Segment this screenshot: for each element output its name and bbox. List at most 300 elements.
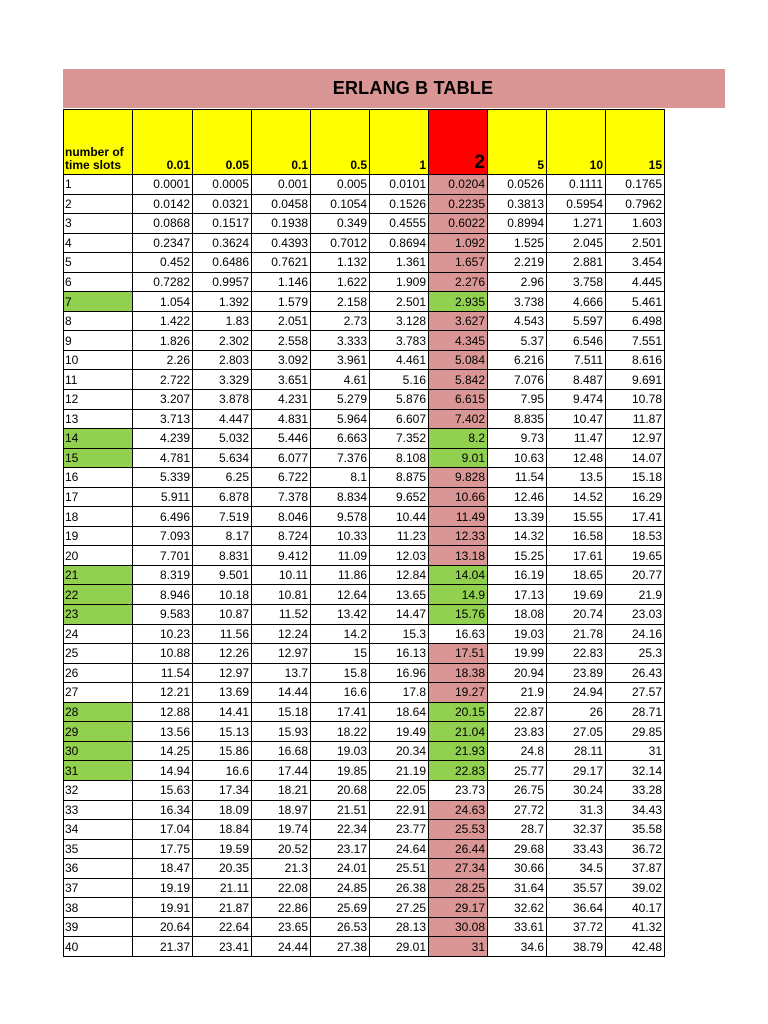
row-slot-number: 21 [64,565,133,585]
table-cell: 36.72 [606,839,665,859]
table-row [64,565,665,585]
table-cell: 7.519 [193,507,252,527]
table-cell: 7.093 [133,526,193,546]
table-cell: 13.18 [429,546,488,566]
table-cell: 40.17 [606,898,665,918]
table-cell: 10.23 [133,624,193,644]
table-cell: 20.15 [429,702,488,722]
table-row [64,194,665,214]
table-cell: 19.91 [133,898,193,918]
table-cell: 18.47 [133,859,193,879]
table-cell: 14.04 [429,565,488,585]
table-cell: 25.53 [429,820,488,840]
table-cell: 27.72 [488,800,547,820]
table-row [64,859,665,879]
table-cell: 25.69 [311,898,370,918]
table-cell: 17.51 [429,644,488,664]
table-cell: 2.219 [488,253,547,273]
table-cell: 8.835 [488,409,547,429]
row-slot-number: 31 [64,761,133,781]
table-cell: 13.39 [488,507,547,527]
table-cell: 12.84 [370,565,429,585]
table-cell: 13.5 [547,468,606,488]
row-slot-number: 25 [64,644,133,664]
table-row [64,878,665,898]
row-slot-number: 13 [64,409,133,429]
table-cell: 33.43 [547,839,606,859]
table-cell: 18.22 [311,722,370,742]
table-cell: 19.85 [311,761,370,781]
table-cell: 4.447 [193,409,252,429]
table-cell: 4.61 [311,370,370,390]
table-cell: 39.02 [606,878,665,898]
table-cell: 2.803 [193,350,252,370]
table-cell: 10.81 [252,585,311,605]
table-cell: 11.52 [252,605,311,625]
table-cell: 18.21 [252,780,311,800]
row-slot-number: 7 [64,292,133,312]
table-cell: 20.74 [547,605,606,625]
table-row [64,233,665,253]
table-cell: 3.329 [193,370,252,390]
table-cell: 16.19 [488,565,547,585]
table-cell: 15.25 [488,546,547,566]
table-cell: 0.0526 [488,175,547,195]
table-cell: 4.239 [133,429,193,449]
table-cell: 20.52 [252,839,311,859]
table-cell: 29.01 [370,937,429,957]
table-row [64,311,665,331]
table-cell: 15.3 [370,624,429,644]
table-cell: 32.37 [547,820,606,840]
table-cell: 4.231 [252,390,311,410]
table-row [64,644,665,664]
table-row [64,350,665,370]
table-cell: 15.13 [193,722,252,742]
table-cell: 26.44 [429,839,488,859]
table-cell: 13.65 [370,585,429,605]
table-cell: 16.6 [311,683,370,703]
table-row [64,409,665,429]
table-cell: 4.345 [429,331,488,351]
table-cell: 1.271 [547,214,606,234]
row-slot-number: 32 [64,780,133,800]
table-cell: 7.076 [488,370,547,390]
table-cell: 10.18 [193,585,252,605]
table-cell: 8.724 [252,526,311,546]
table-cell: 5.876 [370,390,429,410]
table-cell: 17.13 [488,585,547,605]
header-row [64,110,665,175]
table-cell: 14.94 [133,761,193,781]
erlang-b-table [63,109,665,957]
row-slot-number: 39 [64,917,133,937]
table-cell: 22.64 [193,917,252,937]
table-cell: 3.333 [311,331,370,351]
table-cell: 16.96 [370,663,429,683]
table-cell: 21.78 [547,624,606,644]
table-cell: 5.842 [429,370,488,390]
row-slot-number: 40 [64,937,133,957]
table-cell: 7.551 [606,331,665,351]
table-cell: 7.352 [370,429,429,449]
table-cell: 2.051 [252,311,311,331]
table-cell: 3.738 [488,292,547,312]
table-cell: 10.11 [252,565,311,585]
table-cell: 12.88 [133,702,193,722]
table-cell: 9.01 [429,448,488,468]
table-cell: 25.3 [606,644,665,664]
row-slot-number: 33 [64,800,133,820]
table-cell: 15.86 [193,741,252,761]
row-slot-number: 10 [64,350,133,370]
table-cell: 9.652 [370,487,429,507]
table-row [64,253,665,273]
table-cell: 20.35 [193,859,252,879]
table-cell: 28.7 [488,820,547,840]
table-cell: 26 [547,702,606,722]
table-cell: 20.34 [370,741,429,761]
row-slot-number: 22 [64,585,133,605]
table-cell: 0.7012 [311,233,370,253]
table-row [64,468,665,488]
row-slot-number: 34 [64,820,133,840]
table-cell: 18.38 [429,663,488,683]
table-cell: 23.03 [606,605,665,625]
table-cell: 28.13 [370,917,429,937]
row-slot-number: 3 [64,214,133,234]
table-cell: 27.25 [370,898,429,918]
table-row [64,526,665,546]
table-cell: 19.27 [429,683,488,703]
row-slot-number: 17 [64,487,133,507]
table-cell: 38.79 [547,937,606,957]
table-cell: 23.41 [193,937,252,957]
table-cell: 0.005 [311,175,370,195]
table-cell: 12.48 [547,448,606,468]
table-cell: 6.878 [193,487,252,507]
table-cell: 5.634 [193,448,252,468]
table-cell: 10.78 [606,390,665,410]
table-cell: 9.583 [133,605,193,625]
table-cell: 0.8994 [488,214,547,234]
table-cell: 1.657 [429,253,488,273]
table-cell: 34.5 [547,859,606,879]
table-cell: 0.0142 [133,194,193,214]
table-cell: 12.24 [252,624,311,644]
table-cell: 16.29 [606,487,665,507]
table-cell: 0.7962 [606,194,665,214]
table-cell: 10.66 [429,487,488,507]
table-cell: 12.97 [252,644,311,664]
table-cell: 15.63 [133,780,193,800]
table-row [64,937,665,957]
table-cell: 14.52 [547,487,606,507]
table-cell: 36.64 [547,898,606,918]
row-slot-number: 18 [64,507,133,527]
table-cell: 34.6 [488,937,547,957]
table-cell: 4.445 [606,272,665,292]
table-cell: 4.781 [133,448,193,468]
table-cell: 24.16 [606,624,665,644]
table-cell: 2.302 [193,331,252,351]
table-cell: 3.961 [311,350,370,370]
table-cell: 22.83 [547,644,606,664]
table-cell: 23.65 [252,917,311,937]
table-cell: 1.579 [252,292,311,312]
table-cell: 26.75 [488,780,547,800]
table-cell: 19.99 [488,644,547,664]
header-grade-5: 2 [429,110,488,175]
table-cell: 33.61 [488,917,547,937]
table-cell: 17.8 [370,683,429,703]
table-cell: 6.496 [133,507,193,527]
table-cell: 19.65 [606,546,665,566]
table-cell: 8.17 [193,526,252,546]
table-row [64,761,665,781]
table-cell: 7.511 [547,350,606,370]
table-cell: 8.875 [370,468,429,488]
row-slot-number: 4 [64,233,133,253]
table-cell: 22.86 [252,898,311,918]
table-cell: 16.34 [133,800,193,820]
table-cell: 5.032 [193,429,252,449]
table-row [64,702,665,722]
row-slot-number: 9 [64,331,133,351]
table-cell: 18.84 [193,820,252,840]
table-cell: 3.878 [193,390,252,410]
table-cell: 18.08 [488,605,547,625]
table-row [64,175,665,195]
table-cell: 6.722 [252,468,311,488]
table-cell: 11.47 [547,429,606,449]
table-cell: 14.47 [370,605,429,625]
row-slot-number: 15 [64,448,133,468]
table-cell: 1.092 [429,233,488,253]
table-cell: 0.0458 [252,194,311,214]
table-row [64,370,665,390]
table-row [64,898,665,918]
table-cell: 0.1765 [606,175,665,195]
table-cell: 8.487 [547,370,606,390]
table-cell: 27.05 [547,722,606,742]
table-cell: 31 [606,741,665,761]
header-grade-2: 0.1 [252,110,311,175]
table-cell: 16.68 [252,741,311,761]
row-slot-number: 27 [64,683,133,703]
table-row [64,214,665,234]
table-cell: 6.546 [547,331,606,351]
header-grade-1: 0.05 [193,110,252,175]
table-cell: 9.412 [252,546,311,566]
table-cell: 3.758 [547,272,606,292]
table-cell: 6.077 [252,448,311,468]
table-cell: 21.87 [193,898,252,918]
table-cell: 0.4393 [252,233,311,253]
page-title: ERLANG B TABLE [332,78,494,98]
row-slot-number: 24 [64,624,133,644]
table-cell: 32.14 [606,761,665,781]
table-cell: 8.046 [252,507,311,527]
table-cell: 6.25 [193,468,252,488]
table-cell: 10.88 [133,644,193,664]
table-cell: 5.279 [311,390,370,410]
table-cell: 9.73 [488,429,547,449]
table-cell: 11.23 [370,526,429,546]
table-cell: 14.32 [488,526,547,546]
table-cell: 14.41 [193,702,252,722]
table-cell: 23.17 [311,839,370,859]
table-cell: 3.454 [606,253,665,273]
row-slot-number: 12 [64,390,133,410]
table-cell: 1.826 [133,331,193,351]
table-cell: 21.3 [252,859,311,879]
table-cell: 19.74 [252,820,311,840]
table-cell: 30.24 [547,780,606,800]
table-cell: 18.09 [193,800,252,820]
table-cell: 1.525 [488,233,547,253]
table-cell: 33.28 [606,780,665,800]
table-cell: 14.07 [606,448,665,468]
table-cell: 10.33 [311,526,370,546]
table-cell: 18.65 [547,565,606,585]
table-cell: 2.935 [429,292,488,312]
table-cell: 16.58 [547,526,606,546]
table-cell: 1.603 [606,214,665,234]
table-cell: 23.83 [488,722,547,742]
table-cell: 32.62 [488,898,547,918]
table-cell: 3.713 [133,409,193,429]
table-cell: 6.498 [606,311,665,331]
row-slot-number: 38 [64,898,133,918]
table-cell: 25.77 [488,761,547,781]
table-cell: 10.44 [370,507,429,527]
table-row [64,331,665,351]
table-row [64,292,665,312]
table-cell: 7.701 [133,546,193,566]
table-cell: 2.501 [606,233,665,253]
table-cell: 0.2235 [429,194,488,214]
table-cell: 4.461 [370,350,429,370]
header-grade-3: 0.5 [311,110,370,175]
table-cell: 6.607 [370,409,429,429]
table-cell: 19.49 [370,722,429,742]
table-row [64,605,665,625]
table-cell: 2.501 [370,292,429,312]
table-cell: 2.96 [488,272,547,292]
table-cell: 23.73 [429,780,488,800]
table-cell: 37.72 [547,917,606,937]
table-row [64,448,665,468]
row-slot-number: 23 [64,605,133,625]
row-slot-number: 36 [64,859,133,879]
header-grade-7: 10 [547,110,606,175]
table-row [64,429,665,449]
table-cell: 7.95 [488,390,547,410]
table-cell: 1.361 [370,253,429,273]
table-cell: 7.402 [429,409,488,429]
table-row [64,663,665,683]
table-cell: 6.216 [488,350,547,370]
table-cell: 1.909 [370,272,429,292]
table-cell: 19.03 [488,624,547,644]
table-cell: 10.47 [547,409,606,429]
table-cell: 9.578 [311,507,370,527]
table-row [64,390,665,410]
table-cell: 5.964 [311,409,370,429]
table-cell: 22.34 [311,820,370,840]
table-cell: 24.44 [252,937,311,957]
table-cell: 16.13 [370,644,429,664]
table-cell: 19.03 [311,741,370,761]
table-cell: 9.691 [606,370,665,390]
table-cell: 21.93 [429,741,488,761]
table-cell: 17.34 [193,780,252,800]
table-cell: 0.0204 [429,175,488,195]
table-cell: 5.084 [429,350,488,370]
table-cell: 35.57 [547,878,606,898]
table-row [64,585,665,605]
table-cell: 29.85 [606,722,665,742]
table-cell: 15 [311,644,370,664]
table-row [64,741,665,761]
table-cell: 0.452 [133,253,193,273]
table-cell: 6.663 [311,429,370,449]
table-cell: 0.1111 [547,175,606,195]
table-cell: 15.76 [429,605,488,625]
row-slot-number: 14 [64,429,133,449]
row-slot-number: 5 [64,253,133,273]
table-cell: 14.44 [252,683,311,703]
table-cell: 1.132 [311,253,370,273]
table-cell: 17.61 [547,546,606,566]
table-cell: 35.58 [606,820,665,840]
table-row [64,546,665,566]
table-cell: 21.51 [311,800,370,820]
header-time-slots: number of time slots [64,110,133,175]
table-cell: 26.38 [370,878,429,898]
table-cell: 24.85 [311,878,370,898]
table-cell: 29.17 [547,761,606,781]
table-cell: 28.11 [547,741,606,761]
table-cell: 11.54 [133,663,193,683]
table-cell: 12.97 [193,663,252,683]
table-cell: 13.42 [311,605,370,625]
table-cell: 2.158 [311,292,370,312]
table-cell: 22.91 [370,800,429,820]
table-cell: 24.63 [429,800,488,820]
table-cell: 17.04 [133,820,193,840]
table-row [64,780,665,800]
table-cell: 0.349 [311,214,370,234]
table-cell: 19.59 [193,839,252,859]
table-cell: 5.16 [370,370,429,390]
table-cell: 0.5954 [547,194,606,214]
table-cell: 12.64 [311,585,370,605]
table-cell: 24.01 [311,859,370,879]
table-cell: 21.9 [488,683,547,703]
table-cell: 21.37 [133,937,193,957]
table-cell: 9.828 [429,468,488,488]
table-cell: 14.2 [311,624,370,644]
table-cell: 8.616 [606,350,665,370]
table-cell: 12.46 [488,487,547,507]
table-row [64,722,665,742]
row-slot-number: 16 [64,468,133,488]
table-cell: 26.53 [311,917,370,937]
table-cell: 18.97 [252,800,311,820]
table-cell: 12.26 [193,644,252,664]
